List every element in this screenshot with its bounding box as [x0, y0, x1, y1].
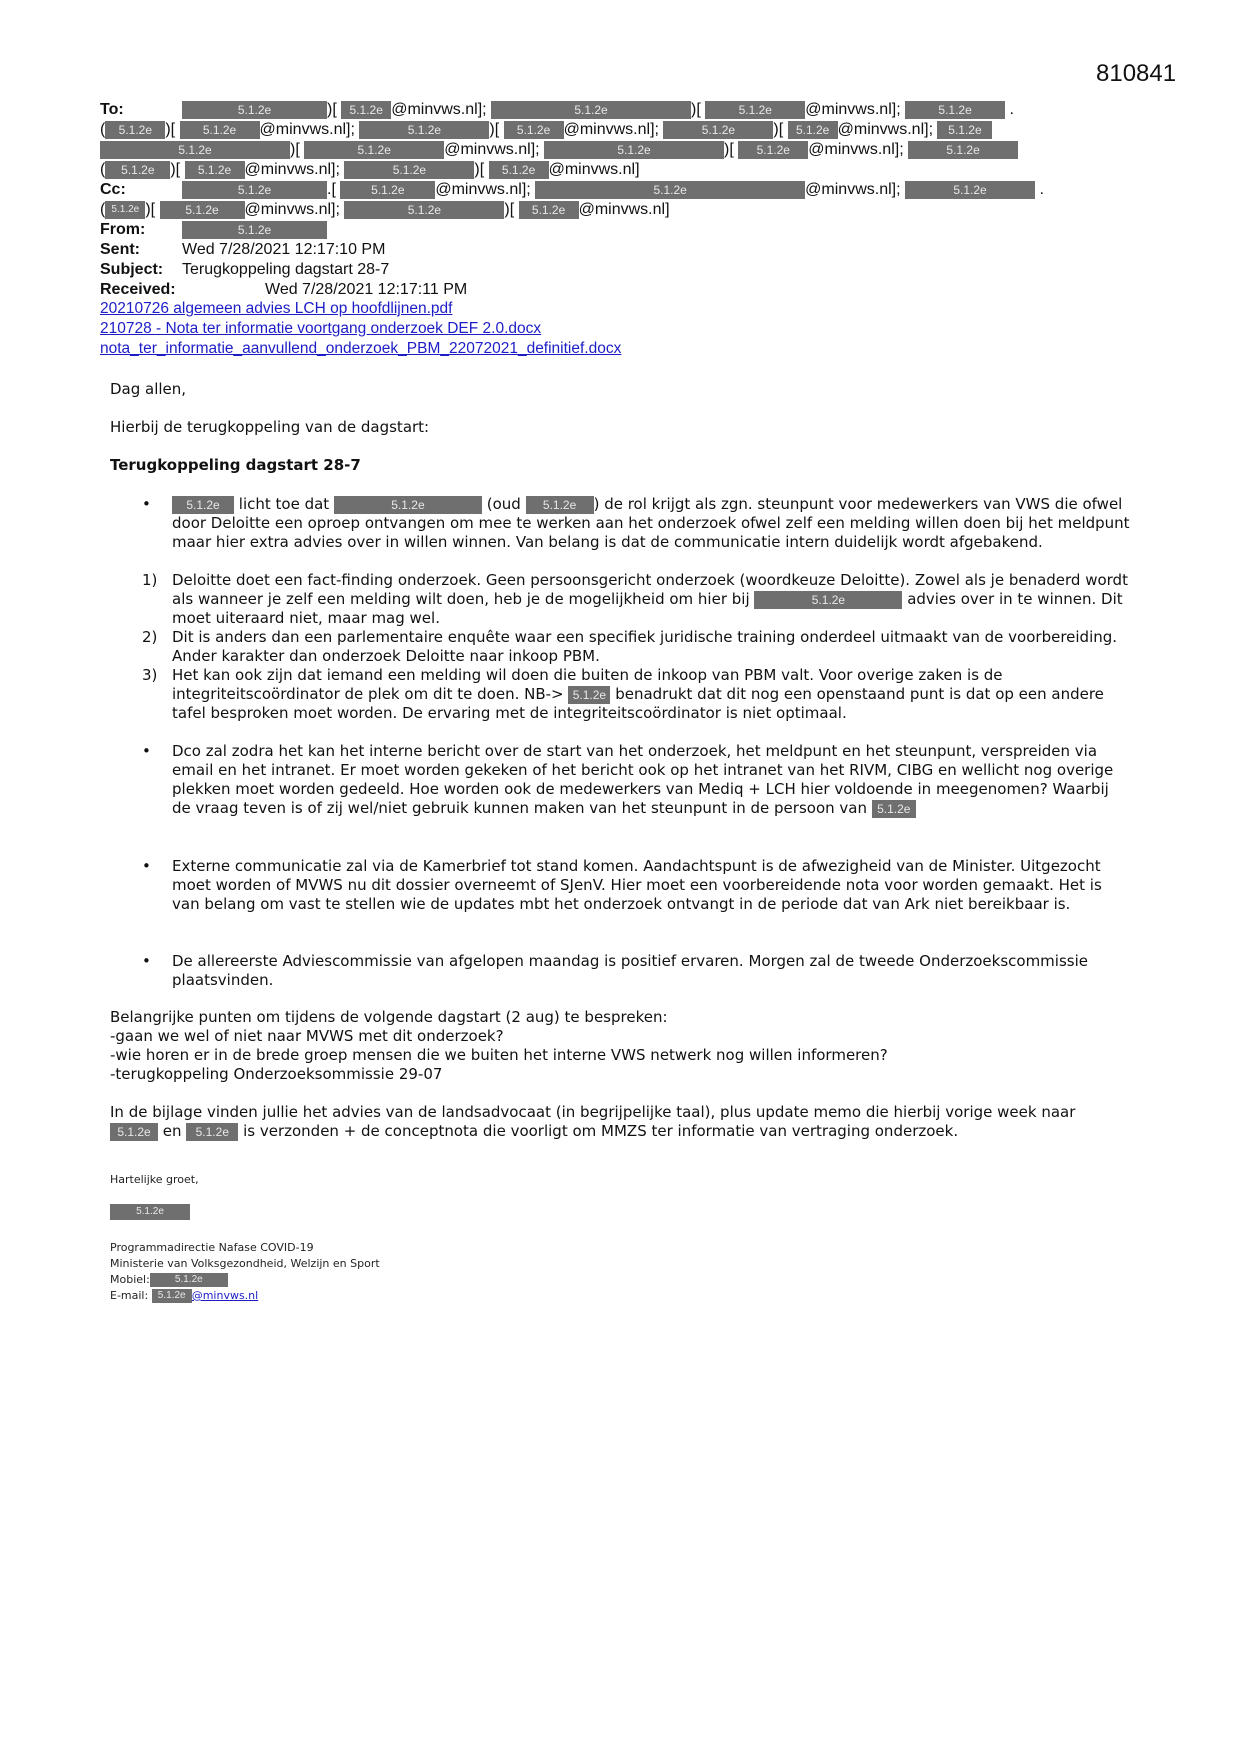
email-domain-text: @minvws.nl];	[391, 101, 487, 118]
bullet-marker: •	[142, 495, 151, 513]
to-line-2: ( 5.1.2e )[ 5.1.2e @minvws.nl]; 5.1.2e )[ 5.1.2e @minvws.nl]; 5.1.2e )[ 5.1.2e @minvws.nl]; 5.1.2e	[100, 120, 992, 140]
number-marker-1: 1)	[142, 571, 158, 589]
cc-line-2: ( 5.1.2e )[ 5.1.2e @minvws.nl]; 5.1.2e )[ 5.1.2e @minvws.nl]	[100, 201, 670, 218]
subject-line	[100, 260, 389, 280]
redaction-box: 5.1.2e	[905, 181, 1035, 199]
redaction-box: 5.1.2e	[489, 161, 549, 179]
email-domain-text: @minvws.nl];	[837, 121, 934, 138]
signature-department: Programmadirectie Nafase COVID-19	[110, 1241, 314, 1254]
redaction-box: 5.1.2e	[334, 496, 482, 514]
number-marker-2: 2)	[142, 628, 158, 646]
numbered-item-3: Het kan ook zijn dat iemand een melding wil doen die buiten de inkoop van PBM valt. Voor overige zaken is de integriteitscoördinator de plek om dit te doen. NB-> 5.1.2e benadrukt dat dit nog een openstaand punt is dat op een andere tafel besproken moet worden. De ervaring met de integriteitscoördinator is niet optimaal.	[172, 666, 1104, 722]
email-domain-text: @minvws.nl];	[244, 201, 340, 218]
email-domain-text: @minvws.nl];	[805, 101, 901, 118]
number-marker-3: 3)	[142, 666, 158, 684]
redaction-box: 5.1.2e	[535, 181, 805, 199]
bullet-marker: •	[142, 857, 151, 875]
attachment-link-3[interactable]: nota_ter_informatie_aanvullend_onderzoek_PBM_22072021_definitief.docx	[100, 340, 622, 357]
redaction-box: 5.1.2e	[182, 221, 327, 239]
email-domain-text: .	[1039, 181, 1044, 198]
to-line-4: ( 5.1.2e )[ 5.1.2e @minvws.nl]; 5.1.2e )[ 5.1.2e @minvws.nl]	[100, 161, 640, 178]
redaction-box: 5.1.2e	[160, 201, 245, 219]
redaction-box: 5.1.2e	[100, 141, 290, 159]
redaction-box: 5.1.2e	[180, 121, 260, 139]
from-line	[100, 220, 327, 240]
redaction-box: 5.1.2e	[544, 141, 724, 159]
point-item-1: -gaan we wel of niet naar MVWS met dit onderzoek?	[110, 1027, 504, 1045]
redaction-box: 5.1.2e	[519, 201, 579, 219]
signature-ministry: Ministerie van Volksgezondheid, Welzijn en Sport	[110, 1257, 380, 1270]
redaction-box: 5.1.2e	[340, 181, 435, 199]
redaction-box: 5.1.2e	[344, 201, 504, 219]
signature-name	[110, 1204, 190, 1220]
redaction-box: 5.1.2e	[937, 121, 992, 139]
email-domain-text: @minvws.nl];	[563, 121, 659, 138]
intro-text: Hierbij de terugkoppeling van de dagstart:	[110, 418, 430, 436]
numbered-item-2: Dit is anders dan een parlementaire enquête waar een specifiek juridische training onderdeel uitmaakt van de voorbereiding. Ander karakter dan onderzoek Deloitte naar inkoop PBM.	[172, 628, 1118, 665]
redaction-box: 5.1.2e	[152, 1289, 192, 1303]
redaction-box: 5.1.2e	[754, 591, 902, 609]
bullet-item-3: Externe communicatie zal via de Kamerbrief tot stand komen. Aandachtspunt is de afwezigheid van de Minister. Uitgezocht moet worden of MVWS nu dit dossier overneemt of SJenV. Hier moet een voorbereidende nota voor worden gemaakt. Het is van belang om vast te stellen wie de updates mbt het onderzoek ontvangt in de periode dat van Ark niet bereikbaar is.	[172, 857, 1102, 913]
point-item-3: -terugkoppeling Onderzoeksommissie 29-07	[110, 1065, 443, 1083]
redaction-box: 5.1.2e	[491, 101, 691, 119]
cc-line-1: Cc: 5.1.2e .[ 5.1.2e @minvws.nl]; 5.1.2e @minvws.nl]; 5.1.2e .	[100, 181, 1044, 198]
cc-label: Cc:	[100, 181, 126, 198]
redaction-box: 5.1.2e	[905, 101, 1005, 119]
subject-label: Subject:	[100, 261, 164, 278]
email-domain-text: @minvws.nl]	[578, 201, 670, 218]
redaction-box: 5.1.2e	[105, 121, 165, 139]
redaction-box: 5.1.2e	[872, 800, 916, 818]
redaction-box: 5.1.2e	[172, 496, 234, 514]
points-title: Belangrijke punten om tijdens de volgende dagstart (2 aug) te bespreken:	[110, 1008, 668, 1026]
email-domain-text: @minvws.nl];	[435, 181, 531, 198]
bullet-marker: •	[142, 742, 151, 760]
redaction-box: 5.1.2e	[359, 121, 489, 139]
to-line-3: 5.1.2e )[ 5.1.2e @minvws.nl]; 5.1.2e )[ 5.1.2e @minvws.nl]; 5.1.2e	[100, 140, 1018, 160]
redaction-box: 5.1.2e	[526, 496, 594, 514]
redaction-box: 5.1.2e	[105, 161, 170, 179]
redaction-box: 5.1.2e	[182, 101, 327, 119]
to-line-1: To: 5.1.2e )[ 5.1.2e @minvws.nl]; 5.1.2e )[ 5.1.2e @minvws.nl]; 5.1.2e .	[100, 101, 1014, 118]
greeting: Dag allen,	[110, 380, 187, 398]
to-label: To:	[100, 101, 124, 118]
email-domain-text: @minvws.nl];	[244, 161, 340, 178]
redaction-box: 5.1.2e	[182, 181, 327, 199]
redaction-box: 5.1.2e	[110, 1204, 190, 1220]
numbered-item-1: Deloitte doet een fact-finding onderzoek. Geen persoonsgericht onderzoek (woordkeuze Deloitte). Zowel als je benaderd wordt als wanneer je zelf een melding wilt doen, heb je de mogelijkheid om hier bij 5.1.2e advies over in te winnen. Dit moet uiteraard niet, maar mag wel.	[172, 571, 1128, 627]
email-domain-text: .	[1009, 101, 1014, 118]
received-line	[100, 280, 467, 300]
redaction-box: 5.1.2e	[110, 1123, 158, 1141]
redaction-box: 5.1.2e	[504, 121, 564, 139]
redaction-box: 5.1.2e	[105, 201, 145, 219]
redaction-box: 5.1.2e	[186, 1123, 238, 1141]
redaction-box: 5.1.2e	[568, 686, 610, 704]
subject-value: Terugkoppeling dagstart 28-7	[182, 261, 390, 278]
received-value: Wed 7/28/2021 12:17:11 PM	[265, 281, 468, 298]
document-number: 810841	[1096, 60, 1177, 87]
section-heading: Terugkoppeling dagstart 28-7	[110, 456, 361, 474]
email-domain-text: @minvws.nl];	[808, 141, 904, 158]
bullet-item-4: De allereerste Adviescommissie van afgelopen maandag is positief ervaren. Morgen zal de tweede Onderzoekscommissie plaatsvinden.	[172, 952, 1088, 989]
redaction-box: 5.1.2e	[908, 141, 1018, 159]
attachment-link-2[interactable]: 210728 - Nota ter informatie voortgang onderzoek DEF 2.0.docx	[100, 320, 542, 337]
bullet-item-2: Dco zal zodra het kan het interne bericht over de start van het onderzoek, het meldpunt en het steunpunt, verspreiden via email en het intranet. Er moet worden gekeken of het bericht ook op het intranet van het RIVM, CIBG en wellicht nog overige plekken moet worden gedeeld. Hoe worden ook de medewerkers van Mediq + LCH hier voldoende in meegenomen? Waarbij de vraag teven is of zij wel/niet gebruik kunnen maken van het steunpunt in de persoon van 5.1.2e	[172, 742, 1114, 817]
email-domain-text: @minvws.nl];	[259, 121, 355, 138]
email-domain-text: @minvws.nl]	[548, 161, 640, 178]
signature-greeting: Hartelijke groet,	[110, 1173, 199, 1186]
signature-mobile: Mobiel: 5.1.2e	[110, 1272, 228, 1288]
redaction-box: 5.1.2e	[341, 101, 391, 119]
bullet-item-1: 5.1.2e licht toe dat 5.1.2e (oud 5.1.2e ) de rol krijgt als zgn. steunpunt voor medewerkers van VWS die ofwel door Deloitte een oproep ontvangen om mee te werken aan het onderzoek ofwel zelf een melding willen doen bij het meldpunt maar hier extra advies over in willen winnen. Van belang is dat de communicatie intern duidelijk wordt afgebakend.	[172, 495, 1130, 551]
redaction-box: 5.1.2e	[663, 121, 773, 139]
email-domain-text: @minvws.nl];	[444, 141, 540, 158]
redaction-box: 5.1.2e	[304, 141, 444, 159]
redaction-box: 5.1.2e	[150, 1273, 228, 1287]
point-item-2: -wie horen er in de brede groep mensen die we buiten het interne VWS netwerk nog willen informeren?	[110, 1046, 888, 1064]
closing-paragraph: In de bijlage vinden jullie het advies van de landsadvocaat (in begrijpelijke taal), plus update memo die hierbij vorige week naar 5.1.2e en 5.1.2e is verzonden + de conceptnota die voorligt om MMZS ter informatie van vertraging onderzoek.	[110, 1103, 1076, 1140]
redaction-box: 5.1.2e	[705, 101, 805, 119]
sent-value: Wed 7/28/2021 12:17:10 PM	[182, 241, 386, 258]
redaction-box: 5.1.2e	[738, 141, 808, 159]
attachment-link-1[interactable]: 20210726 algemeen advies LCH op hoofdlijnen.pdf	[100, 300, 453, 317]
bullet-marker: •	[142, 952, 151, 970]
sent-label: Sent:	[100, 241, 140, 258]
email-link[interactable]: @minvws.nl	[191, 1289, 259, 1302]
sent-line	[100, 240, 385, 260]
email-domain-text: @minvws.nl];	[805, 181, 901, 198]
signature-email: E-mail: 5.1.2e @minvws.nl	[110, 1289, 259, 1302]
received-label: Received:	[100, 281, 176, 298]
redaction-box: 5.1.2e	[344, 161, 474, 179]
redaction-box: 5.1.2e	[185, 161, 245, 179]
redaction-box: 5.1.2e	[788, 121, 838, 139]
from-label: From:	[100, 221, 146, 238]
